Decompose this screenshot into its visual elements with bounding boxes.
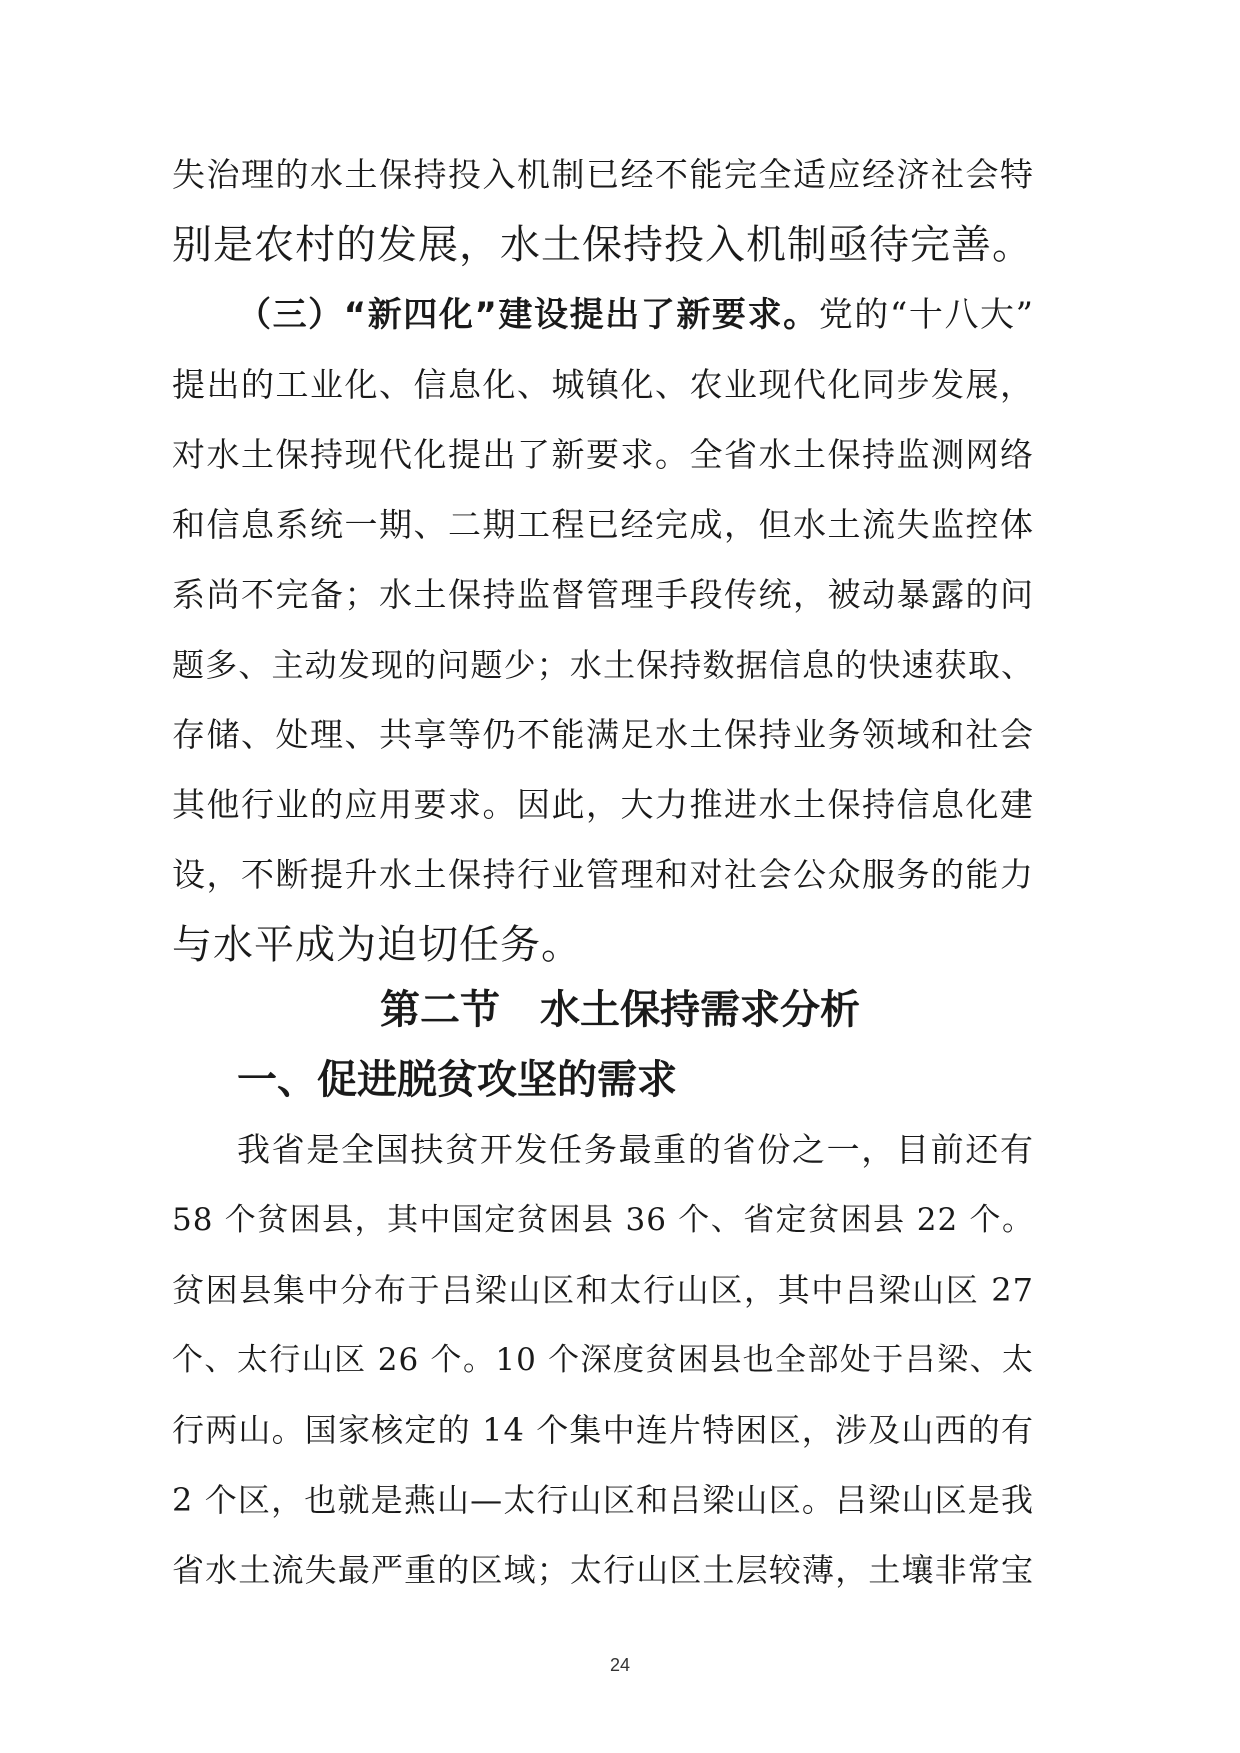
paragraph-line: 题多、主动发现的问题少；水土保持数据信息的快速获取、 [172,646,1034,684]
paragraph-line: 58 个贫困县，其中国定贫困县 36 个、省定贫困县 22 个。 [172,1202,1034,1238]
paragraph-line: 失治理的水土保持投入机制已经不能完全适应经济社会特 [172,155,1034,194]
paragraph-line: 其他行业的应用要求。因此，大力推进水土保持信息化建 [172,785,1034,824]
section-heading: （三）“新四化”建设提出了新要求。 [237,295,819,335]
paragraph-line: 我省是全国扶贫开发任务最重的省份之一，目前还有 [237,1130,1034,1169]
section-heading-line [237,280,1034,350]
paragraph-line: 存储、处理、共享等仍不能满足水土保持业务领域和社会 [172,715,1034,754]
paragraph-line: 提出的工业化、信息化、城镇化、农业现代化同步发展， [172,365,1034,404]
section-number: 第二节 [380,987,500,1033]
paragraph-line: 和信息系统一期、二期工程已经完成，但水土流失监控体 [172,505,1034,544]
paragraph-line: 对水土保持现代化提出了新要求。全省水土保持监测网络 [172,435,1034,474]
paragraph-line: 系尚不完备；水土保持监督管理手段传统，被动暴露的问 [172,575,1034,614]
subheading: 一、促进脱贫攻坚的需求 [237,1057,677,1103]
paragraph-line: 贫困县集中分布于吕梁山区和太行山区，其中吕梁山区 27 [172,1271,1034,1309]
paragraph-line: 2 个区，也就是燕山—太行山区和吕梁山区。吕梁山区是我 [172,1481,1034,1519]
section-name: 水土保持需求分析 [540,987,860,1033]
page-number: 24 [609,1655,631,1675]
section-heading-tail: 党的“十八大” [818,295,1034,335]
paragraph-line: 与水平成为迫切任务。 [172,922,582,968]
paragraph-line: 别是农村的发展，水土保持投入机制亟待完善。 [172,222,1033,268]
section-title [0,975,1240,1045]
paragraph-line: 个、太行山区 26 个。10 个深度贫困县也全部处于吕梁、太 [172,1342,1034,1378]
paragraph-line: 省水土流失最严重的区域；太行山区土层较薄，土壤非常宝 [172,1551,1034,1589]
paragraph-line: 行两山。国家核定的 14 个集中连片特困区，涉及山西的有 [172,1411,1034,1449]
paragraph-line: 设，不断提升水土保持行业管理和对社会公众服务的能力 [172,855,1034,894]
